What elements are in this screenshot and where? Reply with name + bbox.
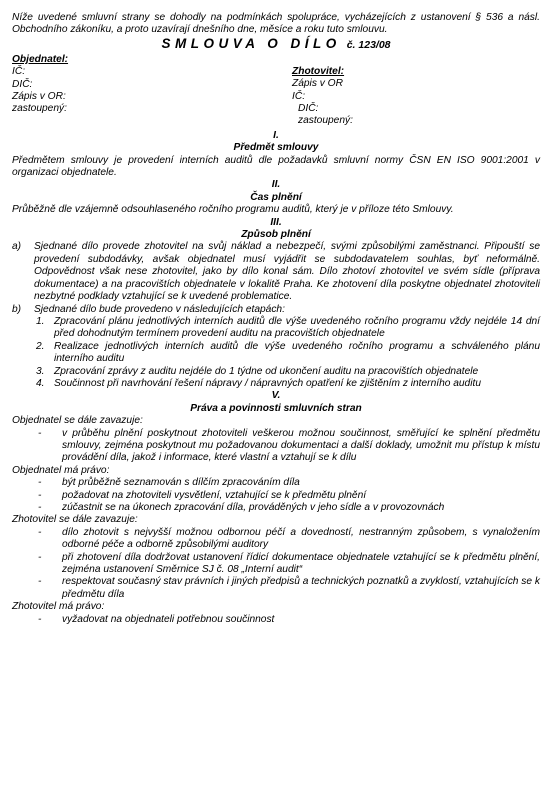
section-2-text: Průběžně dle vzájemně odsouhlaseného ročního programu auditů, který je v příloze této Smlouvy. xyxy=(12,204,454,216)
step-2-number: 2. xyxy=(36,340,45,352)
step-4 xyxy=(12,378,540,390)
objednatel-zapis: Zápis v OR: xyxy=(12,91,66,103)
step-1 xyxy=(12,316,540,341)
list-item-text: při zhotovení díla dodržovat ustanovení řídicí dokumentace objednatele vztahující se k předmětu plnění, zejména ustanovení Směrnice SJ č. 08 „Interní audit“ xyxy=(62,551,540,576)
step-4-number: 4. xyxy=(36,377,45,389)
list-item xyxy=(12,576,540,601)
list-item-text: vyžadovat na objednateli potřebnou součinnost xyxy=(62,613,275,625)
dash-marker: - xyxy=(38,526,42,538)
dash-marker: - xyxy=(38,502,42,513)
dash-marker: - xyxy=(38,427,42,439)
section-2-heading: Čas plnění xyxy=(250,191,302,203)
section-1-text: Předmětem smlouvy je provedení interních auditů dle požadavků smluvní normy ČSN EN ISO 9001:2001 v organizaci objednatele. xyxy=(12,154,540,179)
step-2 xyxy=(12,341,540,366)
list-item xyxy=(12,552,540,577)
dash-marker: - xyxy=(38,489,42,501)
intro-paragraph: Níže uvedené smluvní strany se dohodly na podmínkách spolupráce, vycházejících z ustanovení § 536 a násl. Obchodního zákoníku, a proto uzavírají dnešního dne, měsíce a roku tuto smlouvu. xyxy=(12,12,540,36)
item-b-text: Sjednané dílo bude provedeno v následujících etapách: xyxy=(34,303,285,315)
list-item xyxy=(12,477,540,489)
list-item-text: dílo zhotovit s nejvyšší možnou odbornou péčí a dovedností, nestranným způsobem, s vynaložením odborné péče a odborně způsobilými auditory xyxy=(62,526,540,551)
list-item xyxy=(12,490,540,502)
zhotovitel-block xyxy=(292,66,353,128)
step-3-text: Zpracování zprávy z auditu nejdéle do 1 týdne od ukončení auditu na pracovištích objednatele xyxy=(54,365,479,377)
contract-number: č. 123/08 xyxy=(346,38,391,51)
section-1-number: I. xyxy=(273,129,279,141)
section-5-number: V. xyxy=(271,390,281,402)
section-3-heading: Způsob plnění xyxy=(241,229,311,241)
section-2-number: II. xyxy=(271,179,281,191)
zhotovitel-zavazuje-label: Zhotovitel se dále zavazuje: xyxy=(12,514,138,526)
contract-title: SMLOUVA O DÍLO xyxy=(161,35,341,51)
objednatel-block xyxy=(12,54,68,116)
list-item-text: požadovat na zhotoviteli vysvětlení, vztahující se k předmětu plnění xyxy=(62,489,367,501)
objednatel-zastoupeny: zastoupený: xyxy=(12,103,67,115)
list-item xyxy=(12,527,540,552)
item-a-text: Sjednané dílo provede zhotovitel na svůj náklad a nebezpečí, svými způsobilými zaměstnanci. Připouští se provedení subdodávky, avšak objednatel musí vyjádřit se subdodavatelem souhlas, byť neformálně. Odpovědnost však nese zhotovitel, jako by dílo konal sám. Dílo zhotoví zhotovitel ve svém sídle (příprava dokumentace) a na pracovištích objednatele v lokalitě Praha. Ke zhotovení díla poskytne objednatel zhotoviteli nezbytné podklady vztahující se k uvedené problematice. xyxy=(34,241,540,303)
objednatel-pravo-label: Objednatel má právo: xyxy=(12,464,110,476)
zhotovitel-heading: Zhotovitel: xyxy=(292,65,345,77)
title-row xyxy=(12,35,540,52)
step-1-number: 1. xyxy=(36,315,45,327)
dash-marker: - xyxy=(38,576,42,588)
list-item xyxy=(12,614,540,626)
dash-marker: - xyxy=(38,551,42,563)
list-item-text: zúčastnit se na úkonech zpracování díla, prováděných v jeho sídle a v provozovnách xyxy=(62,502,445,513)
list-item-text: respektovat současný stav právních i jiných předpisů a technických poznatků a zvyklostí, vztahujících se k předmětu díla xyxy=(62,576,540,600)
objednatel-ico: IČ: xyxy=(12,66,26,78)
step-3 xyxy=(12,366,540,378)
list-item xyxy=(12,502,540,514)
objednatel-heading: Objednatel: xyxy=(12,53,69,65)
zhotovitel-ico: IČ: xyxy=(292,90,306,102)
objednatel-zavazuje-label: Objednatel se dále zavazuje: xyxy=(12,415,143,427)
list-item-text: v průběhu plnění poskytnout zhotoviteli veškerou možnou součinnost, směřující ke splnění předmětu smlouvy, zejména poskytnout mu požadovanou dokumentaci a další doklady, umožnit mu přístup k místu provádění díla, jakož i informace, které vlastní a vztahují se k dílu xyxy=(62,427,540,464)
zhotovitel-dic: DIČ: xyxy=(298,103,319,115)
zhotovitel-zapis: Zápis v OR xyxy=(292,78,343,90)
section-3-item-b xyxy=(12,304,540,316)
step-2-text: Realizace jednotlivých interních auditů dle výše uvedeného ročního programu a schváleného plánu interního auditu xyxy=(54,340,540,365)
list-item xyxy=(12,428,540,465)
step-4-text: Součinnost při navrhování řešení nápravy / nápravných opatření ke zjištěním z interního auditu xyxy=(54,377,481,389)
item-a-marker: a) xyxy=(12,241,22,253)
section-5-heading: Práva a povinnosti smluvních stran xyxy=(190,402,362,414)
dash-marker: - xyxy=(38,613,42,625)
zhotovitel-zastoupeny: zastoupený: xyxy=(298,115,353,127)
objednatel-dic: DIČ: xyxy=(12,78,33,90)
contract-page xyxy=(12,0,540,626)
section-1-heading: Předmět smlouvy xyxy=(233,142,319,154)
section-3-number: III. xyxy=(270,216,282,228)
parties-block xyxy=(12,52,540,130)
item-b-marker: b) xyxy=(12,303,22,315)
list-item-text: být průběžně seznamován s dílčím zpracováním díla xyxy=(62,477,300,489)
dash-marker: - xyxy=(38,477,42,489)
step-1-text: Zpracování plánu jednotlivých interních auditů dle výše uvedeného ročního programu vždy nejdéle 14 dní před dohodnutým termínem provedení auditu na pracovištích objednatele xyxy=(54,315,540,340)
step-3-number: 3. xyxy=(36,365,45,377)
section-3-item-a xyxy=(12,241,540,303)
zhotovitel-pravo-label: Zhotovitel má právo: xyxy=(12,601,105,613)
